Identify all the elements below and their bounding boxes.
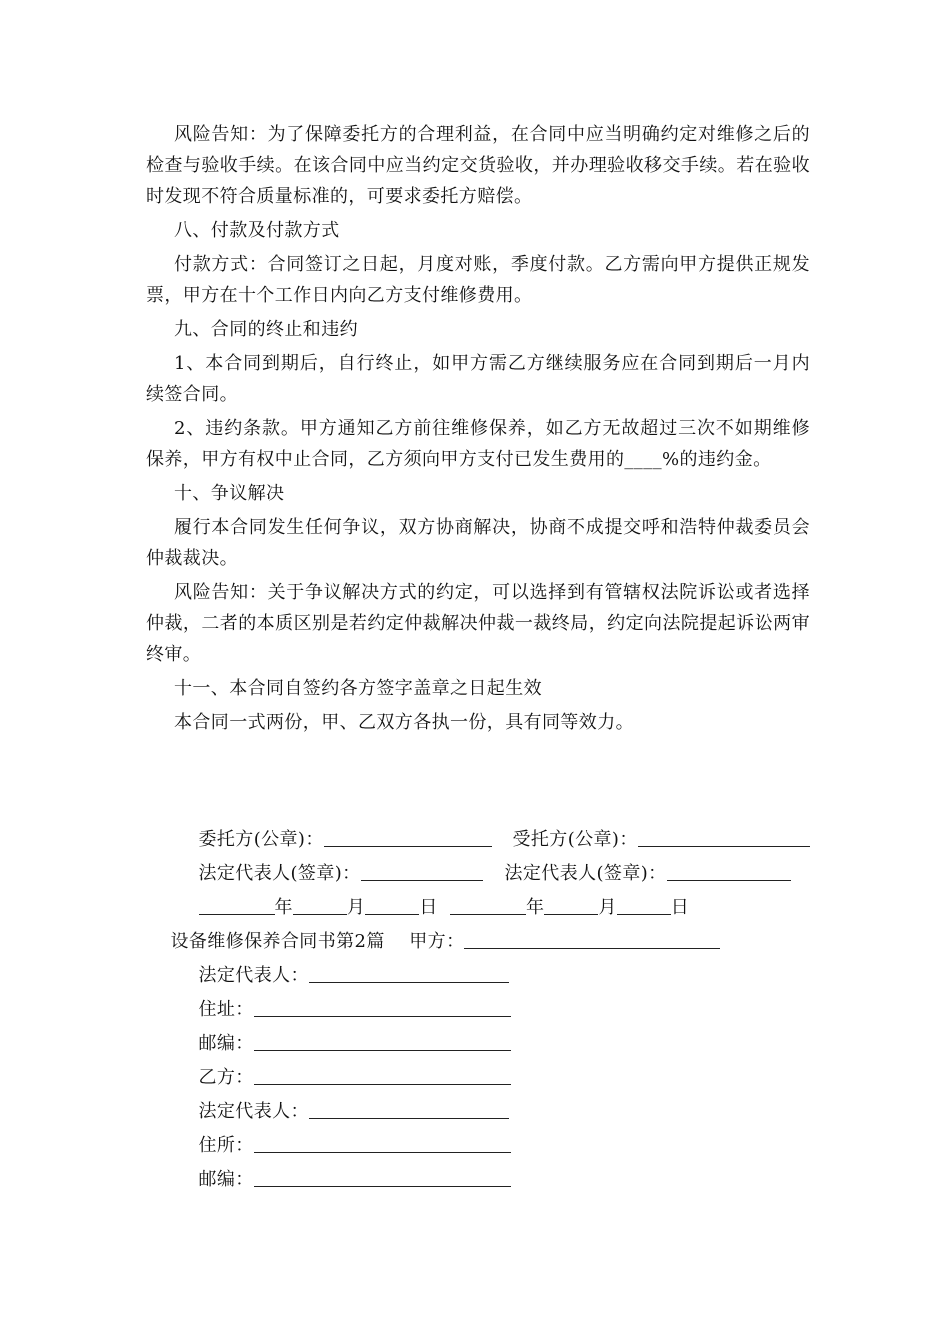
risk-notice-dispute-paragraph: 风险告知：关于争议解决方式的约定，可以选择到有管辖权法院诉讼或者选择仲裁，二者的本质区别是若约定仲裁解决仲裁一裁终局，约定向法院提起诉讼两审终审。 [146, 581, 810, 665]
field-label-3: 乙方： [198, 1067, 254, 1088]
section-heading-termination: 九、合同的终止和违约 [174, 319, 358, 340]
termination-clause-1: 1、本合同到期后，自行终止，如甲方需乙方继续服务应在合同到期后一月内续签合同。 [146, 352, 810, 405]
field-blank-6[interactable] [254, 1168, 511, 1187]
termination-clause-2: 2、违约条款。甲方通知乙方前往维修保养，如乙方无故超过三次不如期维修保养，甲方有权中止合同，乙方须向甲方支付已发生费用的____%的违约金。 [146, 417, 810, 470]
dispute-resolution-paragraph: 履行本合同发生任何争议，双方协商解决，协商不成提交呼和浩特仲裁委员会仲裁裁决。 [146, 516, 810, 569]
copies-paragraph: 本合同一式两份，甲、乙双方各执一份，具有同等效力。 [174, 711, 634, 733]
field-label-4: 法定代表人： [198, 1101, 309, 1122]
field-label-1: 住址： [198, 999, 254, 1020]
contract-body [146, 119, 810, 740]
field-label-5: 住所： [198, 1135, 254, 1156]
section-heading-effective: 十一、本合同自签约各方签字盖章之日起生效 [174, 677, 542, 699]
rep-sign-label-2: 法定代表人(签章)： [504, 863, 667, 884]
field-label-6: 邮编： [198, 1169, 254, 1190]
section-heading-payment: 八、付款及付款方式 [174, 220, 340, 242]
client-seal-label: 委托方(公章)： [198, 829, 324, 850]
field-label-0: 法定代表人： [198, 965, 309, 986]
month-label-2: 月 [598, 897, 617, 918]
risk-notice-paragraph: 风险告知：为了保障委托方的合理利益，在合同中应当明确约定对维修之后的检查与验收手续。在该合同中应当约定交货验收，并办理验收移交手续。若在验收时发现不符合质量标准的，可要求委托方赔偿。 [146, 124, 810, 208]
contractor-seal-label: 受托方(公章)： [512, 829, 638, 850]
year-label-1: 年 [274, 897, 293, 918]
year-label-2: 年 [525, 897, 545, 918]
second-contract-title: 设备维修保养合同书第2篇 [170, 931, 385, 952]
party-a-label: 甲方： [409, 931, 465, 952]
day-label-2: 日 [670, 897, 690, 918]
day-label-1: 日 [419, 897, 438, 918]
field-label-2: 邮编： [198, 1033, 254, 1054]
section-heading-dispute: 十、争议解决 [174, 482, 285, 504]
month-label-1: 月 [346, 897, 366, 918]
field-line-6 [174, 1144, 511, 1212]
payment-method-paragraph: 付款方式：合同签订之日起，月度对账，季度付款。乙方需向甲方提供正规发票，甲方在十个工作日内向乙方支付维修费用。 [146, 254, 810, 307]
rep-sign-label-1: 法定代表人(签章)： [198, 863, 361, 884]
